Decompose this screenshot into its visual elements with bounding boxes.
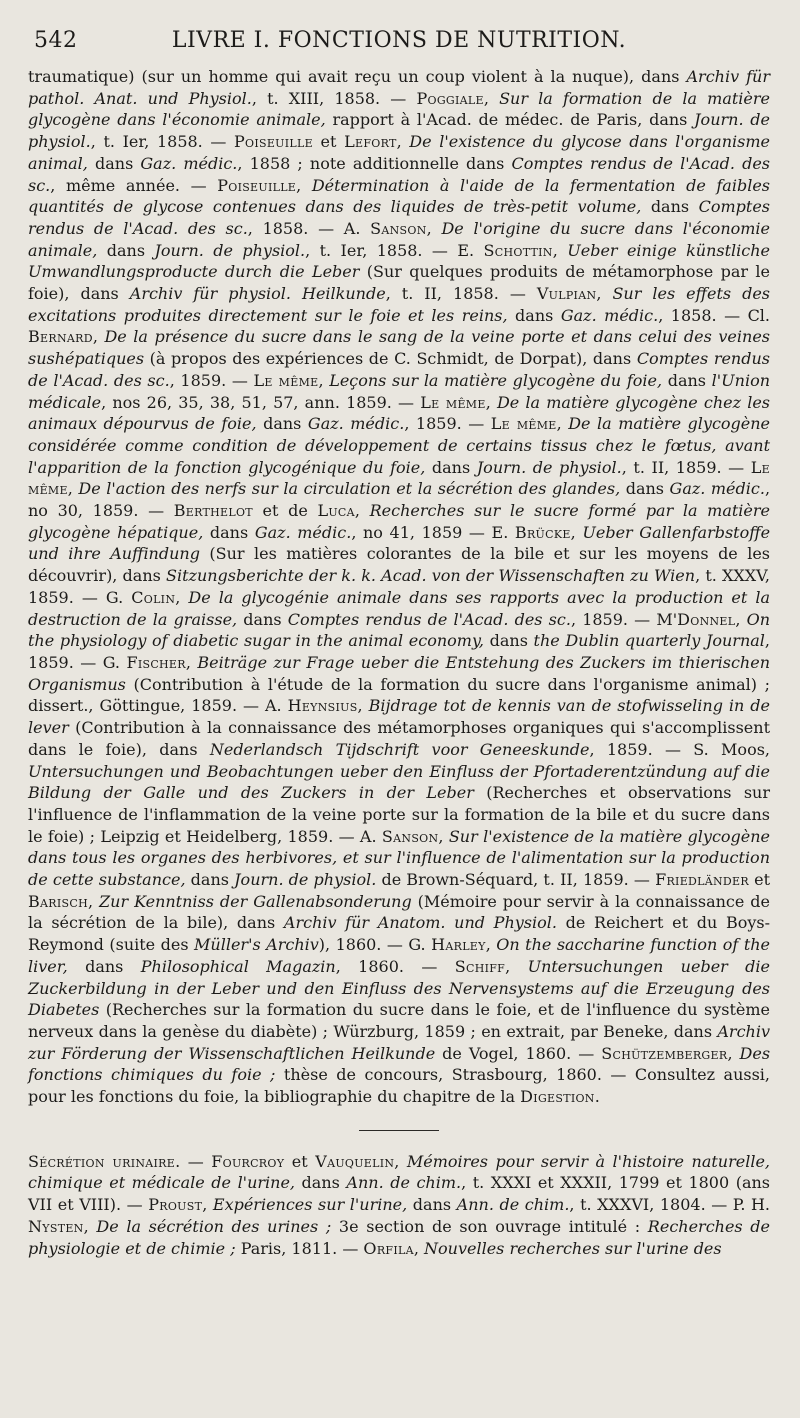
text-run: , — [394, 1151, 407, 1171]
text-run: (Sur quelques produits de métamorphose par le foie), dans — [28, 262, 771, 304]
work-title: Gaz. médic. — [560, 305, 659, 325]
bibliography-paragraph-urinary — [28, 1151, 770, 1260]
text-run: de Reichert et du Boys-Reymond (suite des — [28, 913, 771, 955]
author-name: Schützemberger — [601, 1043, 728, 1063]
text-run: , 1858. — Cl. — [658, 305, 771, 325]
work-title: Comptes rendus de l'Acad. des sc. — [28, 197, 771, 238]
work-title: Journ. de physiol. — [28, 110, 771, 152]
work-title: Beiträge zur Frage ueber die Entstehung des Zuckers im thierischen Organismus — [28, 652, 771, 694]
work-title: Ann. de chim. — [346, 1173, 462, 1193]
author-name: Proust — [148, 1195, 203, 1215]
text-run: dans — [237, 609, 288, 629]
work-title: Untersuchungen ueber die Zuckerbildung in der Leber und den Einfluss des Nervensystems auf die Erzeugung des Diabetes — [28, 956, 771, 1020]
work-title: Müller's Archiv — [194, 935, 319, 955]
text-run: (Recherches sur la formation du sucre dans le foie, et de l'influence du système nerveux dans la genèse du diabète) ; Würzburg, 1859 ; en extrait, par Beneke, dans — [28, 1000, 770, 1041]
work-title: Gaz. médic. — [669, 479, 765, 499]
author-name: Poiseuille — [217, 175, 297, 195]
text-run: de Brown-Séquard, t. II, 1859. — — [376, 870, 656, 890]
text-run: dans — [67, 956, 141, 976]
text-run: , — [413, 1238, 425, 1258]
work-title: Gaz. médic. — [254, 522, 352, 542]
text-run: , — [735, 609, 747, 629]
text-run: (Contribution à la connaissance des métamorphoses organiques qui s'accomplissent dans le foie), dans — [28, 718, 770, 759]
author-name: Friedländer — [655, 870, 749, 890]
text-run: traumatique) (sur un homme qui avait reçu un coup violent à la nuque), dans — [28, 67, 687, 86]
text-run: , t. Ier, 1858. — — [90, 132, 234, 152]
text-run: , — [83, 1216, 97, 1236]
author-name: Poiseuille — [233, 132, 313, 152]
text-run: , — [175, 587, 189, 607]
text-run: dans — [407, 1195, 457, 1215]
section-divider — [359, 1130, 439, 1131]
text-run: dans — [425, 457, 477, 477]
work-title: Philosophical Magazin — [140, 956, 336, 976]
text-run: , — [426, 218, 442, 238]
work-title: l'Union médicale — [28, 370, 771, 412]
text-run: , — [483, 88, 500, 108]
author-name: Le même — [28, 457, 771, 499]
work-title: Ueber Gallenfarbstoffe und ihre Auffindung — [28, 522, 771, 564]
text-run: , — [727, 1043, 740, 1063]
author-name: Harley — [431, 935, 486, 955]
text-run: dans — [483, 631, 534, 651]
text-run: thèse de concours, Strasbourg, 1860. — Consultez aussi, pour les fonctions du foie, la bibliographie du chapitre de la — [28, 1065, 770, 1107]
text-run: Paris, 1811. — — [235, 1238, 364, 1258]
work-title: Ann. de chim. — [456, 1195, 570, 1215]
text-run: , 1859. — — [404, 414, 491, 434]
text-run: (Contribution à l'étude de la formation du sucre dans l'organisme animal) ; dissert., Göttingue, 1859. — A. — [28, 674, 770, 716]
text-run: dans — [97, 240, 155, 260]
work-title: Archiv für physiol. Heilkunde — [129, 284, 386, 304]
work-title: Nouvelles recherches sur l'urine des — [424, 1238, 722, 1258]
text-run: , t. XXXI et XXXII, 1799 et 1800 (ans VII et VIII). — — [28, 1173, 770, 1215]
page-number: 542 — [34, 28, 78, 53]
work-title: Ueber einige künstliche Umwandlungsproducte durch die Leber — [28, 240, 771, 282]
text-run: dans — [203, 522, 255, 542]
text-run: , — [570, 522, 583, 542]
author-name: Barisch — [28, 891, 88, 911]
text-run: , t. XXXVI, 1804. — P. H. — [569, 1195, 771, 1215]
author-name: Fourcroy — [211, 1151, 285, 1171]
text-run: . — [594, 1087, 600, 1107]
text-run: , t. XXXV, 1859. — G. — [28, 566, 771, 607]
text-run: , — [396, 132, 410, 152]
work-title: Journ. de physiol. — [154, 240, 306, 260]
author-name: Sanson — [381, 826, 439, 846]
text-run: , 1859. — M' — [570, 609, 678, 629]
text-run: , — [485, 392, 497, 412]
text-run: (Sur les matières colorantes de la bile et sur les moyens de les découvrir), dans — [28, 544, 771, 586]
author-name: Lefort — [344, 132, 397, 152]
work-title: Mémoires pour servir à l'histoire naturelle, chimique et médicale de l'urine, — [28, 1151, 771, 1193]
text-run: et de — [252, 501, 318, 521]
work-title: Sur les effets des excitations produites directement sur le foie et les reins, — [28, 284, 771, 325]
text-run: , — [485, 935, 497, 955]
text-run: , — [438, 826, 449, 846]
text-run: , 1859. — S. Moos, — [589, 739, 770, 759]
text-run: , — [202, 1195, 213, 1215]
work-title: On the physiology of diabetic sugar in the animal economy, — [28, 609, 771, 651]
work-title: Untersuchungen und Beobachtungen ueber den Einfluss der Pfortaderentzündung auf die Bildung der Galle und des Zuckers in der Leber — [28, 761, 770, 803]
text-run: de Vogel, 1860. — — [435, 1043, 602, 1063]
work-title: Leçons sur la matière glycogène du foie, — [329, 370, 663, 390]
text-run: , 1860. — — [335, 956, 455, 976]
text-run: dans — [662, 370, 712, 390]
text-run: , t. XIII, 1858. — — [251, 88, 417, 108]
text-run: (à propos des expériences de C. Schmidt, de Dorpat), dans — [144, 349, 637, 369]
author-name: Vulpian — [536, 284, 597, 304]
text-run: . — — [175, 1151, 212, 1171]
text-run: dans — [295, 1173, 347, 1193]
text-run: dans — [620, 479, 670, 499]
author-name: Heynsius — [287, 696, 358, 716]
text-run: ), 1860. — G. — [318, 935, 432, 955]
work-title: De la matière glycogène considérée comme condition de développement de certains tissus chez le fœtus, avant l'apparition de la fonction glycogénique du foie, — [28, 414, 771, 477]
work-title: De l'origine du sucre dans l'économie animale, — [28, 218, 771, 260]
work-title: Des fonctions chimiques du foie ; — [28, 1043, 771, 1085]
work-title: Nederlandsch Tijdschrift voor Geneeskunde — [209, 739, 590, 759]
text-run: , t. Ier, 1858. — E. — [305, 240, 484, 260]
work-title: Sur l'existence de la matière glycogène dans tous les organes des herbivores, et sur l'influence de l'alimentation sur la production de cette substance, — [28, 826, 771, 890]
text-run: dans — [641, 197, 699, 217]
work-title: the Dublin quarterly Journal — [533, 631, 765, 651]
body-text — [28, 66, 770, 1259]
work-title: Sur la formation de la matière glycogène dans l'économie animale, — [28, 88, 771, 130]
author-name: Le même — [253, 370, 319, 390]
text-run: (Mémoire pour servir à la connaissance de la sécrétion de la bile), dans — [28, 891, 771, 933]
author-name: Le même — [420, 392, 486, 412]
text-run: (Recherches et observations sur l'influence de l'inflammation de la veine porte sur la formation de la bile et du sucre dans le foie) ; Leipzig et Heidelberg, 1859. — A. — [28, 783, 770, 846]
text-run: , — [92, 327, 105, 347]
work-title: De la sécrétion des urines ; — [96, 1216, 332, 1236]
author-name: Colin — [131, 587, 176, 607]
text-run: et — [748, 870, 771, 890]
author-name: Nysten — [28, 1216, 84, 1236]
author-name: Sanson — [370, 218, 427, 238]
text-run: et — [312, 132, 345, 152]
author-name: Bernard — [28, 327, 93, 347]
text-run: et — [284, 1151, 316, 1171]
text-run: , — [87, 891, 100, 911]
work-title: De la glycogénie animale dans ses rapports avec la production et la destruction de la graisse, — [28, 587, 771, 629]
text-run: dans — [507, 305, 561, 325]
work-title: Détermination à l'aide de la fermentation de faibles quantités de glycose contenues dans des liquides de très-petit volume, — [28, 175, 770, 217]
author-name: Schottin — [483, 240, 553, 260]
work-title: Journ. de physiol. — [234, 870, 377, 890]
author-name: Digestion — [520, 1087, 595, 1107]
work-title: De la matière glycogène chez les animaux dépourvus de foie, — [28, 392, 771, 434]
text-run: , 1858. — A. — [247, 218, 371, 238]
running-title: LIVRE I. FONCTIONS DE NUTRITION. — [171, 28, 627, 53]
work-title: Recherches de physiologie et de chimie ; — [28, 1216, 771, 1258]
text-run: , — [67, 479, 79, 499]
text-run: dans — [185, 870, 235, 890]
bibliography-paragraph-liver — [28, 66, 770, 1108]
author-name: Poggiale — [416, 88, 484, 108]
text-run: , t. II, 1858. — — [385, 284, 537, 304]
author-name: Brücke — [514, 522, 571, 542]
author-name: Luca — [317, 501, 355, 521]
work-title: Archiv zur Förderung der Wissenschaftlichen Heilkunde — [28, 1021, 770, 1063]
text-run: , — [357, 696, 369, 716]
author-name: Donnel — [677, 609, 736, 629]
work-title: Journ. de physiol. — [476, 457, 622, 477]
text-run: , — [296, 175, 312, 195]
author-name: Orfila — [363, 1238, 414, 1258]
work-title: Gaz. médic. — [307, 414, 405, 434]
text-run: , — [596, 284, 613, 304]
text-run: , 1858 ; note additionnelle dans — [237, 153, 512, 173]
work-title: Bijdrage tot de kennis van de stofwisseling in de lever — [28, 696, 771, 738]
running-head — [28, 28, 770, 64]
author-name: Schiff — [454, 956, 506, 976]
author-name: Sécrétion urinaire — [28, 1151, 176, 1171]
text-run: , 1859. — — [169, 370, 254, 390]
work-title: Archiv für pathol. Anat. und Physiol. — [28, 67, 771, 108]
work-title: Zur Kenntniss der Gallenabsonderung — [99, 891, 412, 911]
work-title: De l'action des nerfs sur la circulation et la sécrétion des glandes, — [78, 479, 621, 499]
text-run: , nos 26, 35, 38, 51, 57, ann. 1859. — — [101, 392, 421, 412]
text-run: , no 41, 1859 — E. — [351, 522, 515, 542]
work-title: Expériences sur l'urine, — [212, 1195, 408, 1215]
work-title: Gaz. médic. — [140, 153, 238, 173]
work-title: Comptes rendus de l'Acad. des sc. — [28, 349, 770, 390]
text-run: rapport à l'Acad. de médec. de Paris, dans — [325, 110, 695, 130]
work-title: Comptes rendus de l'Acad. des sc. — [287, 609, 571, 629]
text-run: 3e section de son ouvrage intitulé : — [331, 1216, 648, 1236]
text-run: , — [556, 414, 569, 434]
author-name: Fischer — [126, 652, 186, 672]
text-run: , — [185, 652, 198, 672]
author-name: Vauquelin — [315, 1151, 395, 1171]
text-run: , — [318, 370, 330, 390]
work-title: De la présence du sucre dans le sang de la veine porte et dans celui des veines sushépatiques — [28, 327, 770, 369]
work-title: Recherches sur le sucre formé par la matière glycogène hépatique, — [28, 501, 771, 542]
author-name: Berthelot — [173, 501, 253, 521]
text-run: , no 30, 1859. — — [28, 479, 771, 521]
text-run: dans — [87, 153, 141, 173]
text-run: , 1859. — G. — [28, 631, 771, 672]
text-run: dans — [256, 414, 308, 434]
author-name: Le même — [490, 414, 557, 434]
work-title: On the saccharine function of the liver, — [28, 935, 771, 976]
work-title: Sitzungsberichte der k. k. Acad. von der Wissenschaften zu Wien — [166, 566, 696, 586]
text-run: , — [552, 240, 568, 260]
work-title: De l'existence du glycose dans l'organisme animal, — [28, 132, 770, 173]
text-run: , — [505, 956, 528, 976]
text-run: , même année. — — [50, 175, 218, 195]
text-run: , — [354, 501, 370, 521]
work-title: Comptes rendus de l'Acad. des sc. — [28, 153, 771, 195]
text-run: , t. II, 1859. — — [621, 457, 751, 477]
work-title: Archiv für Anatom. und Physiol. — [283, 913, 557, 933]
